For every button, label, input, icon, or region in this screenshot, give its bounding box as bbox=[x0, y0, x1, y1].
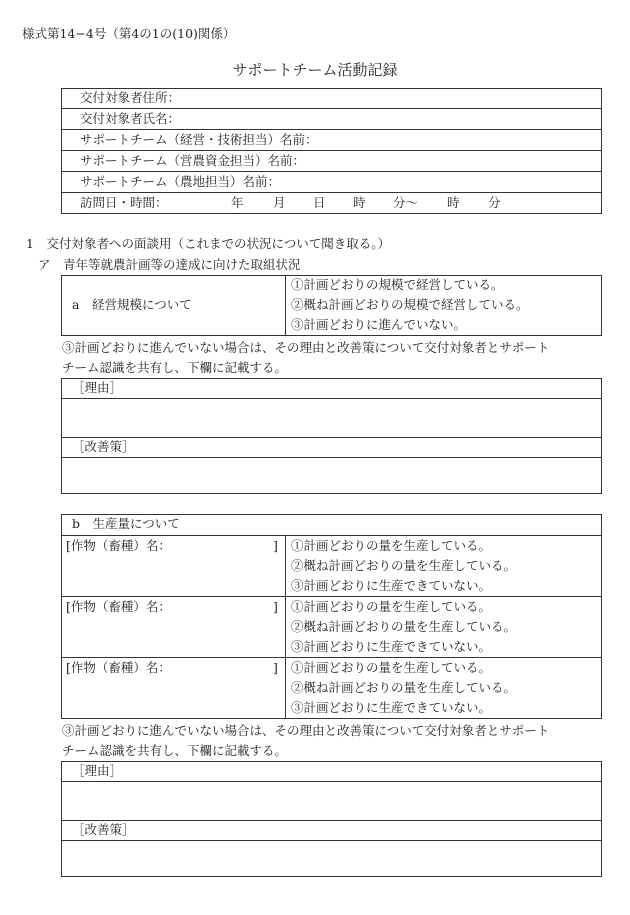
production-option-3[interactable]: ③計画どおりに生産できていない。 bbox=[291, 700, 492, 715]
reason-input-2[interactable] bbox=[62, 782, 601, 819]
form-number: 様式第14−4号（第4の1の(10)関係） bbox=[22, 26, 236, 41]
section-1-heading: 1 交付対象者への面談用（これまでの状況について聞き取る。） bbox=[26, 236, 390, 251]
production-option-3[interactable]: ③計画どおりに生産できていない。 bbox=[291, 639, 492, 654]
crop-bracket: ] bbox=[273, 599, 278, 614]
production-option-3[interactable]: ③計画どおりに生産できていない。 bbox=[291, 578, 492, 593]
visit-month-unit: 月 bbox=[273, 195, 286, 210]
production-option-1[interactable]: ①計画どおりの量を生産している。 bbox=[291, 660, 492, 675]
name-field[interactable]: 交付対象者氏名： bbox=[80, 111, 181, 126]
production-option-1[interactable]: ①計画どおりの量を生産している。 bbox=[291, 599, 492, 614]
scale-option-2[interactable]: ②概ね計画どおりの規模で経営している。 bbox=[291, 297, 529, 312]
visit-minute2-unit: 分 bbox=[488, 195, 501, 210]
team-land-field[interactable]: サポートチーム（農地担当）名前： bbox=[80, 174, 281, 189]
visit-minute-unit: 分〜 bbox=[393, 195, 419, 210]
visit-datetime-field[interactable]: 訪問日・時間： bbox=[80, 195, 168, 210]
page-title: サポートチーム活動記録 bbox=[232, 61, 398, 79]
reason-input[interactable] bbox=[62, 399, 601, 436]
crop-name-field[interactable]: [作物（畜種）名： bbox=[66, 599, 171, 614]
production-option-2[interactable]: ②概ね計画どおりの量を生産している。 bbox=[291, 680, 517, 695]
crop-name-field[interactable]: [作物（畜種）名： bbox=[66, 538, 171, 553]
production-label: b 生産量について bbox=[72, 516, 180, 531]
scale-option-1[interactable]: ①計画どおりの規模で経営している。 bbox=[291, 277, 504, 292]
note-line-1: ③計画どおりに進んでいない場合は、その理由と改善策について交付対象者とサポート bbox=[62, 340, 550, 355]
reason-label: ［理由］ bbox=[72, 380, 123, 395]
improvement-input[interactable] bbox=[62, 458, 601, 493]
section-a-subheading: ア 青年等就農計画等の達成に向けた取組状況 bbox=[38, 257, 301, 272]
scale-label: a 経営規模について bbox=[72, 297, 192, 312]
reason-label-2: ［理由］ bbox=[72, 763, 123, 778]
improvement-input-2[interactable] bbox=[62, 841, 601, 876]
improvement-label: ［改善策］ bbox=[72, 439, 135, 454]
improvement-label-2: ［改善策］ bbox=[72, 822, 135, 837]
visit-hour2-unit: 時 bbox=[447, 195, 460, 210]
note2-line-2: チーム認識を共有し、下欄に記載する。 bbox=[62, 743, 288, 758]
crop-bracket: ] bbox=[273, 660, 278, 675]
production-option-2[interactable]: ②概ね計画どおりの量を生産している。 bbox=[291, 558, 517, 573]
note-line-2: チーム認識を共有し、下欄に記載する。 bbox=[62, 360, 288, 375]
production-option-1[interactable]: ①計画どおりの量を生産している。 bbox=[291, 538, 492, 553]
address-field[interactable]: 交付対象者住所： bbox=[80, 90, 181, 105]
scale-option-3[interactable]: ③計画どおりに進んでいない。 bbox=[291, 317, 467, 332]
team-management-field[interactable]: サポートチーム（経営・技術担当）名前： bbox=[80, 132, 318, 147]
note2-line-1: ③計画どおりに進んでいない場合は、その理由と改善策について交付対象者とサポート bbox=[62, 723, 550, 738]
production-option-2[interactable]: ②概ね計画どおりの量を生産している。 bbox=[291, 619, 517, 634]
visit-year-unit: 年 bbox=[231, 195, 244, 210]
crop-bracket: ] bbox=[273, 538, 278, 553]
visit-day-unit: 日 bbox=[313, 195, 326, 210]
team-finance-field[interactable]: サポートチーム（営農資金担当）名前： bbox=[80, 153, 306, 168]
crop-name-field[interactable]: [作物（畜種）名： bbox=[66, 660, 171, 675]
visit-hour-unit: 時 bbox=[353, 195, 366, 210]
